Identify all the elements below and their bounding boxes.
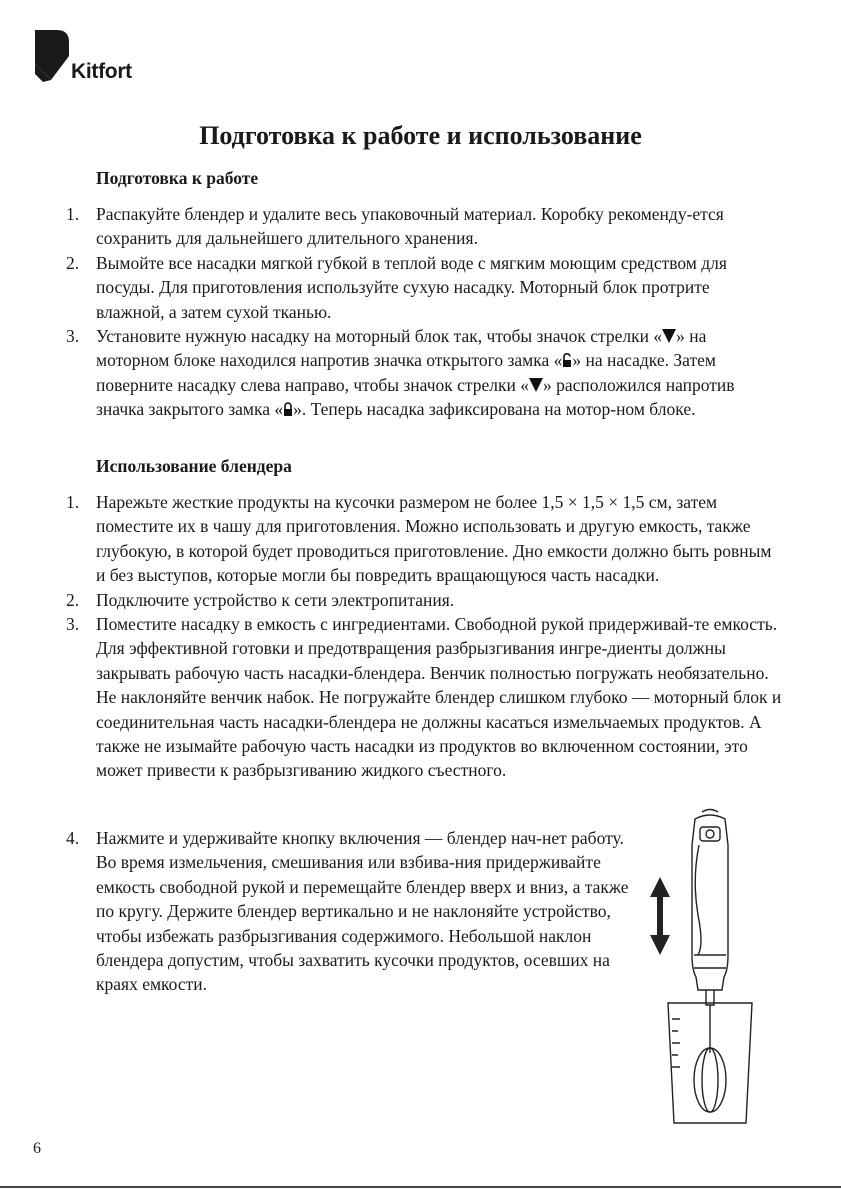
item-text: » на насадке. Затем поверните насадку слева направо, чтобы значок стрелки « [96, 350, 716, 395]
arrow-down-triangle-icon [529, 377, 543, 393]
item-text: Вымойте все насадки мягкой губкой в теплой воде с мягким моющим средством для посуды. Для приготовления используйте сухую насадку. Моторный блок протрите влажной, а затем сухой тканью. [96, 252, 727, 322]
kitfort-logo [33, 30, 153, 86]
kitfort-logo-icon [33, 30, 69, 82]
item-text: Нажмите и удерживайте кнопку включения — блендер нач-нет работу. Во время измельчения, смешивания или взбива-ния придерживайте емкость свободной рукой и перемещайте блендер вверх и вниз, а также по кругу. Держите блендер вертикально и не наклоняйте устройство, чтобы избежать разбрызгивания содержимого. Небольшой наклон блендера допустим, чтобы захватить кусочки продуктов, осевших на краях емкости. [96, 828, 629, 995]
item-text: Распакуйте блендер и удалите весь упаковочный материал. Коробку рекоменду-ется сохранить для дальнейшего длительного хранения. [96, 204, 724, 249]
item-number: 1. [66, 492, 80, 512]
closed-lock-icon [283, 402, 293, 417]
item-number: 1. [66, 204, 80, 224]
blender-illustration [640, 805, 760, 1130]
list-item [62, 612, 782, 783]
open-lock-icon [562, 353, 572, 368]
list-item [62, 826, 632, 997]
arrow-down-triangle-icon [662, 328, 676, 344]
bottom-divider [0, 1186, 841, 1188]
list-item [62, 588, 782, 612]
preparation-list [62, 202, 782, 422]
item-text: » на моторном блоке находился напротив значка открытого замка « [96, 326, 707, 371]
item-text: Установите нужную насадку на моторный блок так, чтобы значок стрелки « [96, 326, 663, 347]
list-item [62, 324, 782, 422]
item-text: » расположился напротив значка закрытого замка « [96, 374, 735, 420]
usage-list-continued [62, 826, 632, 997]
brand-name: Kitfort [71, 60, 132, 83]
item-number: 4. [66, 828, 80, 848]
item-text: ». Теперь насадка зафиксирована на мотор-ном блоке. [293, 399, 696, 420]
up-down-arrow-icon [650, 877, 670, 955]
page-title: Подготовка к работе и использование [199, 121, 642, 150]
usage-list [62, 490, 782, 783]
item-number: 2. [66, 252, 80, 273]
section-heading-preparation: Подготовка к работе [96, 168, 259, 188]
item-text: Поместите насадку в емкость с ингредиентами. Свободной рукой придерживай-те емкость. Для эффективной готовки и предотвращения разбрызгивания ингре-диенты должны закрывать рабочую часть насадки-блендера. Венчик полностью погружать необязательно. Не наклоняйте венчик набок. Не погружайте блендер слишком глубоко — моторный блок и соединительная часть насадки-блендера не должны касаться измельчаемых продуктов. А также не изымайте рабочую часть насадки из продуктов во включенном состоянии, это может привести к разбрызгиванию жидкого съестного. [96, 614, 782, 781]
item-text: Нарежьте жесткие продукты на кусочки размером не более 1,5 × 1,5 × 1,5 см, затем поместите их в чашу для приготовления. Можно использовать и другую емкость, также глубокую, в которой будет проводиться приготовление. Дно емкости должно быть ровным и без выступов, которые могли бы повредить вращающуюся часть насадки. [96, 492, 772, 586]
item-text: Подключите устройство к сети электропитания. [96, 589, 455, 610]
list-item [62, 202, 782, 251]
blender-icon [668, 810, 752, 1124]
item-number: 3. [66, 326, 80, 347]
section-heading-usage: Использование блендера [96, 456, 292, 476]
item-number: 2. [66, 589, 80, 610]
page-number: 6 [33, 1140, 41, 1157]
list-item [62, 490, 782, 588]
list-item [62, 251, 782, 324]
item-number: 3. [66, 614, 80, 635]
